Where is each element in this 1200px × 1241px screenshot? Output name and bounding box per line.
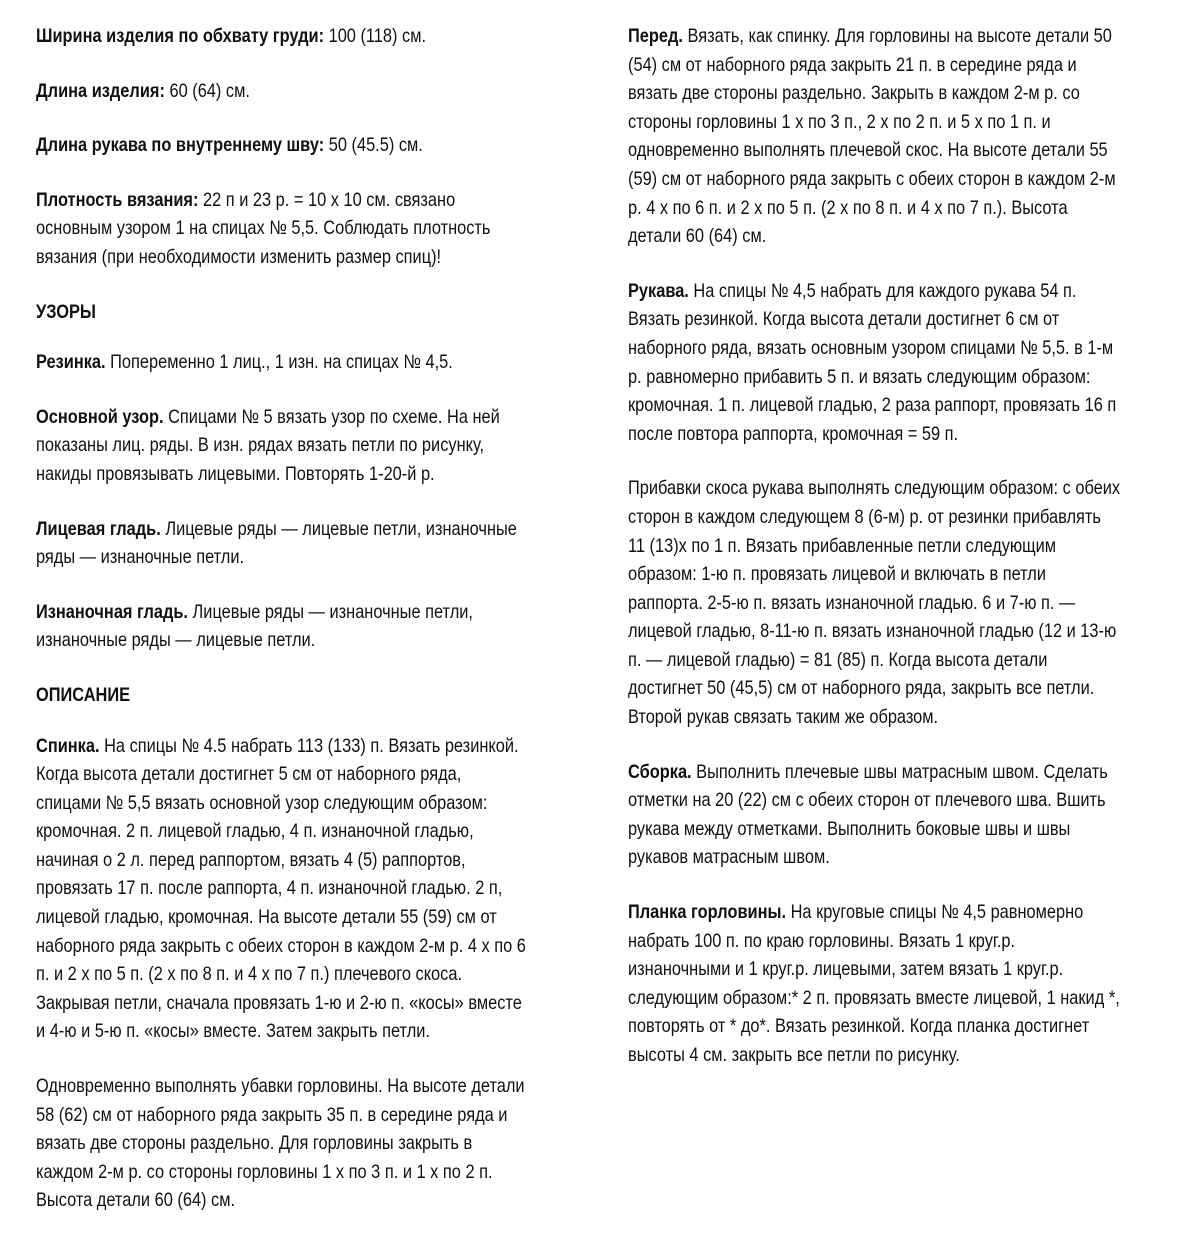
neckband-line: изнаночными и 1 круг.р. лицевыми, затем вязать 1 круг.р. [628, 958, 1064, 981]
stockinette [36, 515, 574, 572]
back-line: Спинка. На спицы № 4.5 набрать 113 (133) п. Вязать резинкой. [36, 734, 519, 757]
gauge-line: вязания (при необходимости изменить размер спиц)! [36, 245, 442, 268]
increases-line: лицевой гладью, 8-11-ю п. вязать изнаночной гладью (12 и 13-ю [628, 620, 1117, 643]
neckline-line: Одновременно выполнять убавки горловины. На высоте детали [36, 1075, 525, 1098]
gauge-label: Плотность вязания: [36, 188, 199, 211]
neckband-line: следующим образом:* 2 п. провязать вместе лицевой, 1 накид *, [628, 986, 1120, 1009]
back-line: спицами № 5,5 вязать основной узор следующим образом: [36, 791, 488, 814]
increases-line: п. — лицевой гладью) = 81 (85) п. Когда высота детали [628, 648, 1048, 671]
gauge-line: основным узором 1 на спицах № 5,5. Соблюдать плотность [36, 217, 491, 240]
chest-width-value: 100 (118) см. [328, 25, 427, 47]
back-line: начиная о 2 л. перед раппортом, вязать 4 (5) раппортов, [36, 848, 466, 871]
neckband-label: Планка горловины. [628, 901, 787, 924]
chest-width [36, 22, 574, 51]
sleeves-line: кромочная. 1 п. лицевой гладью, 2 раза раппорт, провязать 16 п [628, 394, 1117, 417]
increases-line: достигнет 50 (45,5) см от наборного ряда, закрыть все петли. [628, 677, 1095, 700]
stockinette-line: ряды — изнаночные петли. [36, 546, 245, 569]
back-label: Спинка. [36, 734, 100, 757]
assembly-line: рукава между отметками. Выполнить боковые швы и швы [628, 817, 1071, 840]
back-line: Когда высота детали достигнет 5 см от наборного ряда, [36, 763, 462, 786]
sleeves-line: Вязать резинкой. Когда высота детали достигнет 6 см от [628, 308, 1060, 331]
back-line: Закрывая петли, сначала провязать 1-ю и 2-ю п. «косы» вместе [36, 991, 522, 1014]
ribbing [36, 348, 574, 377]
reverse-stockinette-line: Изнаночная гладь. Лицевые ряды — изнаночные петли, [36, 600, 473, 623]
left-column [36, 22, 574, 1241]
main-pattern-line: Основной узор. Спицами № 5 вязать узор по схеме. На ней [36, 405, 500, 428]
front-section [628, 22, 1166, 251]
sleeves-section [628, 277, 1166, 449]
front-line: вязать две стороны раздельно. Закрыть в каждом 2-м р. со [628, 82, 1080, 105]
garment-length-value: 60 (64) см. [169, 79, 250, 102]
description-heading: ОПИСАНИЕ [36, 683, 131, 706]
front-line: Перед. Вязать, как спинку. Для горловины на высоте детали 50 [628, 25, 1112, 47]
back-line: провязать 17 п. после раппорта, 4 п. изнаночной гладью. 2 п, [36, 877, 503, 900]
neckline-line: 58 (62) см от наборного ряда закрыть 35 п. в середине ряда и [36, 1103, 508, 1126]
increases-line: сторон в каждом следующем 8 (6-м) р. от резинки прибавлять [628, 505, 1101, 528]
main-pattern-line: накиды провязывать лицевыми. Повторять 1-20-й р. [36, 462, 435, 485]
front-label: Перед. [628, 25, 683, 47]
sleeves-line: р. равномерно прибавить 5 п. и вязать следующим образом: [628, 365, 1091, 388]
neckband-line: Планка горловины. На круговые спицы № 4,5 равномерно [628, 901, 1084, 924]
chest-width-label: Ширина изделия по обхвату груди: [36, 25, 325, 47]
ribbing-value: Попеременно 1 лиц., 1 изн. на спицах № 4,5. [110, 351, 453, 374]
neckline-line: каждом 2-м р. со стороны горловины 1 х по 3 п. и 1 х по 2 п. [36, 1160, 493, 1183]
ribbing-label: Резинка. [36, 351, 106, 374]
increases-line: раппорта. 2-5-ю п. вязать изнаночной гладью. 6 и 7-ю п. — [628, 591, 1076, 614]
back-line: и 4-ю и 5-ю п. «косы» вместе. Затем закрыть петли. [36, 1020, 430, 1043]
reverse-stockinette [36, 598, 574, 655]
increases-line: Прибавки скоса рукава выполнять следующим образом: с обеих [628, 477, 1121, 500]
garment-length [36, 77, 574, 106]
patterns-heading: УЗОРЫ [36, 300, 96, 323]
sleeve-length-label: Длина рукава по внутреннему шву: [36, 134, 325, 157]
main-pattern-label: Основной узор. [36, 405, 164, 428]
neckband-line: высоты 4 см. закрыть все петли по рисунку. [628, 1044, 960, 1066]
sleeves-line: наборного ряда, вязать основным узором спицами № 5,5. в 1-м [628, 336, 1114, 359]
front-line: р. 4 х по 6 п. и 2 х по 5 п. (2 х по 8 п. и 4 х по 7 п.). Высота [628, 196, 1068, 219]
neckline-line: вязать две стороны раздельно. Для горловины закрыть в [36, 1132, 473, 1155]
sleeves-label: Рукава. [628, 279, 689, 302]
assembly-line: Сборка. Выполнить плечевые швы матрасным швом. Сделать [628, 760, 1108, 783]
main-pattern-line: показаны лиц. ряды. В изн. рядах вязать петли по рисунку, [36, 434, 485, 457]
back-line: лицевой гладью, кромочная. На высоте детали 55 (59) см от [36, 906, 497, 929]
front-line: (59) см от наборного ряда закрыть с обеих сторон в каждом 2-м [628, 167, 1116, 190]
sleeves-line: Рукава. На спицы № 4,5 набрать для каждого рукава 54 п. [628, 279, 1077, 302]
back-line: кромочная. 2 п. лицевой гладью, 4 п. изнаночной гладью, [36, 820, 474, 843]
back-line: наборного ряда закрыть с обеих сторон в каждом 2-м р. 4 х по 6 [36, 934, 526, 957]
increases-line: образом: 1-ю п. провязать лицевой и включать в петли [628, 563, 1047, 586]
sleeves-line: после повтора раппорта, кромочная = 59 п. [628, 422, 959, 445]
gauge-line: Плотность вязания: 22 п и 23 р. = 10 х 10 см. связано [36, 188, 456, 211]
reverse-stockinette-label: Изнаночная гладь. [36, 600, 188, 623]
assembly-line: рукавов матрасным швом. [628, 846, 830, 869]
assembly-label: Сборка. [628, 760, 692, 783]
reverse-stockinette-line: изнаночные ряды — лицевые петли. [36, 629, 316, 652]
sleeve-length-value: 50 (45.5) см. [328, 134, 423, 157]
main-pattern [36, 403, 574, 489]
neckline-section [36, 1072, 574, 1215]
increases-line: Второй рукав связать таким же образом. [628, 706, 939, 729]
sleeve-length [36, 131, 574, 160]
front-line: (54) см от наборного ряда закрыть 21 п. в середине ряда и [628, 53, 1077, 76]
front-line: детали 60 (64) см. [628, 225, 767, 248]
stockinette-label: Лицевая гладь. [36, 517, 161, 540]
neckline-line: Высота детали 60 (64) см. [36, 1189, 236, 1212]
neckband-line: набрать 100 п. по краю горловины. Вязать 1 круг.р. [628, 929, 1016, 952]
garment-length-label: Длина изделия: [36, 79, 165, 102]
assembly-section [628, 758, 1166, 872]
front-line: стороны горловины 1 х по 3 п., 2 х по 2 п. и 5 х по 1 п. и [628, 110, 1051, 133]
increases-line: 11 (13)х по 1 п. Вязать прибавленные петли следующим [628, 534, 1057, 557]
back-section [36, 732, 574, 1047]
neckband-section [628, 898, 1166, 1070]
assembly-line: отметки на 20 (22) см с обеих сторон от плечевого шва. Вшить [628, 789, 1106, 812]
increases-section [628, 474, 1166, 731]
stockinette-line: Лицевая гладь. Лицевые ряды — лицевые петли, изнаночные [36, 517, 517, 540]
gauge [36, 186, 574, 272]
front-line: одновременно выполнять плечевой скос. На высоте детали 55 [628, 139, 1108, 162]
back-line: п. и 2 х по 5 п. (2 х по 8 п. и 4 х по 7 п.) плечевого скоса. [36, 963, 463, 986]
neckband-line: повторять от * до*. Вязать резинкой. Когда планка достигнет [628, 1015, 1090, 1038]
right-column [628, 22, 1166, 1096]
